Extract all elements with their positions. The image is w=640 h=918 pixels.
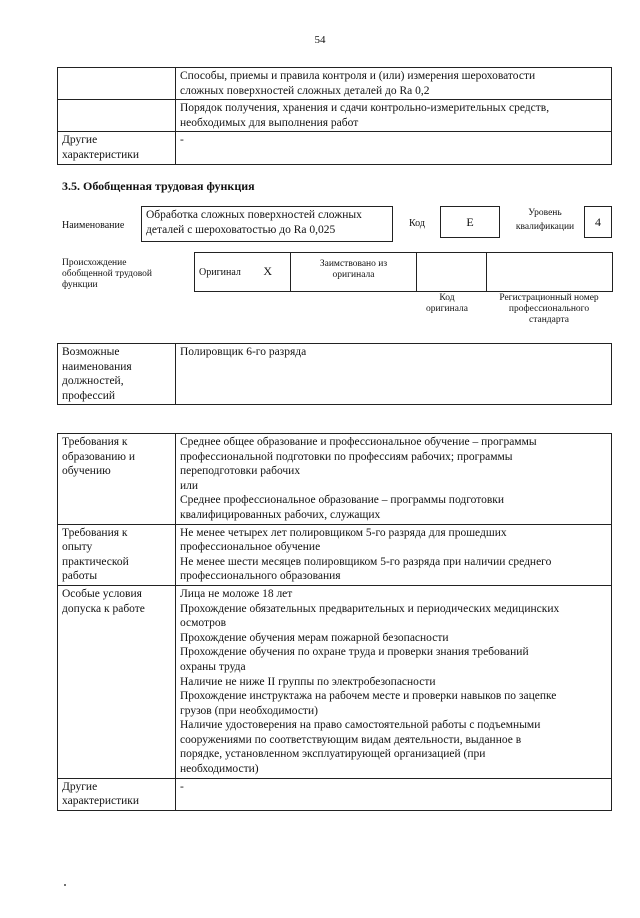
row-label — [58, 100, 176, 132]
text-line: необходимости) — [180, 763, 259, 776]
label-line: характеристики — [62, 148, 140, 161]
row-value — [176, 585, 612, 778]
table-row — [58, 524, 612, 585]
scan-speck — [64, 884, 66, 886]
code-value: E — [466, 214, 474, 229]
label-line: работы — [62, 570, 98, 583]
row-value — [176, 68, 612, 100]
text-line: Не менее четырех лет полировщиком 5-го разряда для прошедших — [180, 526, 507, 539]
name-label: Наименование — [62, 220, 125, 231]
text-line: Прохождение обучения мерам пожарной безопасности — [180, 631, 449, 644]
label-line: профессионального — [508, 304, 590, 314]
label-line: должностей, — [62, 375, 124, 388]
origin-original-cell — [195, 253, 291, 292]
text-line: деталей с шероховатостью до Ra 0,025 — [146, 224, 336, 236]
row-value — [176, 132, 612, 164]
text-line: Способы, приемы и правила контроля и (или) измерения шероховатости — [180, 70, 536, 82]
row-label — [58, 68, 176, 100]
text-line: профессиональной подготовки по профессиям рабочих; программы — [180, 450, 513, 463]
text-line: грузов (при необходимости) — [180, 704, 318, 717]
text-line: Прохождение обучения по охране труда и проверки знания требований — [180, 646, 529, 659]
text-line: сложных поверхностей сложных деталей до Ra 0,2 — [180, 84, 430, 97]
label-line: Другие — [62, 134, 98, 147]
label-line: характеристики — [62, 795, 140, 808]
row-value: Полировщик 6-го разряда — [176, 344, 612, 405]
page-number: 54 — [314, 34, 326, 46]
name-box — [141, 206, 393, 242]
label-line: Регистрационный номер — [499, 293, 599, 303]
row-label — [58, 132, 176, 164]
text-line: сооружениями по соответствующим видам деятельности, выданное в — [180, 733, 522, 746]
origin-borrowed-cell — [291, 253, 417, 292]
level-value: 4 — [595, 214, 601, 229]
row-value — [176, 434, 612, 525]
text-line: Прохождение инструктажа на рабочем месте и проверки навыков по зацепке — [180, 690, 557, 703]
text-line: Не менее шести месяцев полировщиком 5-го разряда при наличии среднего — [180, 555, 552, 568]
origin-label — [62, 258, 152, 291]
origin-reg-cell — [487, 253, 613, 292]
code-label: Код — [409, 218, 425, 229]
label-line: Требования к — [62, 436, 128, 448]
table-row — [58, 778, 612, 810]
original-label: Оригинал — [199, 266, 241, 278]
label-line: Особые условия — [62, 587, 142, 600]
label-line: функции — [62, 280, 98, 290]
label-line: Уровень — [528, 208, 562, 218]
table-row — [58, 68, 612, 100]
text-line: Обработка сложных поверхностей сложных — [146, 209, 362, 221]
row-value — [176, 524, 612, 585]
text-line: профессионального образования — [180, 570, 341, 583]
table-row — [58, 585, 612, 778]
text-line: осмотров — [180, 617, 227, 630]
row-label — [58, 778, 176, 810]
original-mark: X — [263, 263, 273, 278]
label-line: квалификации — [515, 222, 575, 232]
label-line: Происхождение — [62, 258, 127, 268]
text-line: - — [180, 134, 184, 147]
label-line: обучению — [62, 465, 111, 478]
label-line: опыту — [62, 541, 93, 554]
row-value — [176, 100, 612, 132]
text-line: профессиональное обучение — [180, 541, 321, 554]
text-line: охраны труда — [180, 660, 246, 673]
text-line: Порядок получения, хранения и сдачи контрольно-измерительных средств, — [180, 102, 550, 115]
reg-caption — [486, 293, 612, 326]
origin-table — [194, 252, 613, 292]
label-line: обобщенной трудовой — [62, 269, 152, 279]
label-line: практической — [62, 555, 129, 568]
positions-table — [57, 343, 612, 405]
text-line: переподготовки рабочих — [180, 465, 301, 478]
section-title: 3.5. Обобщенная трудовая функция — [62, 179, 255, 193]
table-row — [58, 132, 612, 164]
level-label — [508, 208, 582, 233]
label-line: стандарта — [529, 315, 569, 325]
text-line: Среднее профессиональное образование – программы подготовки — [180, 494, 505, 507]
row-label — [58, 344, 176, 405]
label-line: Требования к — [62, 526, 128, 539]
label-line: наименования — [62, 360, 132, 373]
text-line: Среднее общее образование и профессиональное обучение – программы — [180, 436, 537, 448]
label-line: Код — [439, 293, 455, 303]
text-line: Лица не моложе 18 лет — [180, 587, 293, 600]
label-line: Возможные — [62, 346, 120, 358]
code-caption — [412, 293, 482, 315]
text-line: порядке, установленном эксплуатирующей организацией (при — [180, 748, 486, 761]
label-line: Другие — [62, 780, 98, 793]
text-line: Наличие удостоверения на право самостоятельной работы с подъемными — [180, 719, 541, 732]
row-label — [58, 524, 176, 585]
row-label — [58, 585, 176, 778]
text-line: квалифицированных рабочих, служащих — [180, 508, 381, 521]
code-box — [440, 206, 500, 238]
row-value — [176, 778, 612, 810]
label-line: профессий — [62, 389, 116, 402]
text-line: необходимых для выполнения работ — [180, 116, 359, 129]
row-label — [58, 434, 176, 525]
table-row — [58, 344, 612, 405]
label-line: Заимствовано из — [319, 259, 388, 269]
text-line: Наличие не ниже II группы по электробезопасности — [180, 675, 436, 688]
text-line: Прохождение обязательных предварительных и периодических медицинских — [180, 602, 560, 615]
label-line: оригинала — [332, 270, 375, 280]
label-line: допуска к работе — [62, 602, 145, 615]
text-line: - — [180, 780, 184, 793]
top-table — [57, 67, 612, 165]
label-line: оригинала — [426, 304, 468, 314]
table-row — [58, 100, 612, 132]
level-box — [584, 206, 612, 238]
table-row — [58, 434, 612, 525]
text-line: или — [180, 479, 199, 492]
origin-code-cell — [417, 253, 487, 292]
label-line: образованию и — [62, 450, 135, 463]
requirements-table — [57, 433, 612, 811]
